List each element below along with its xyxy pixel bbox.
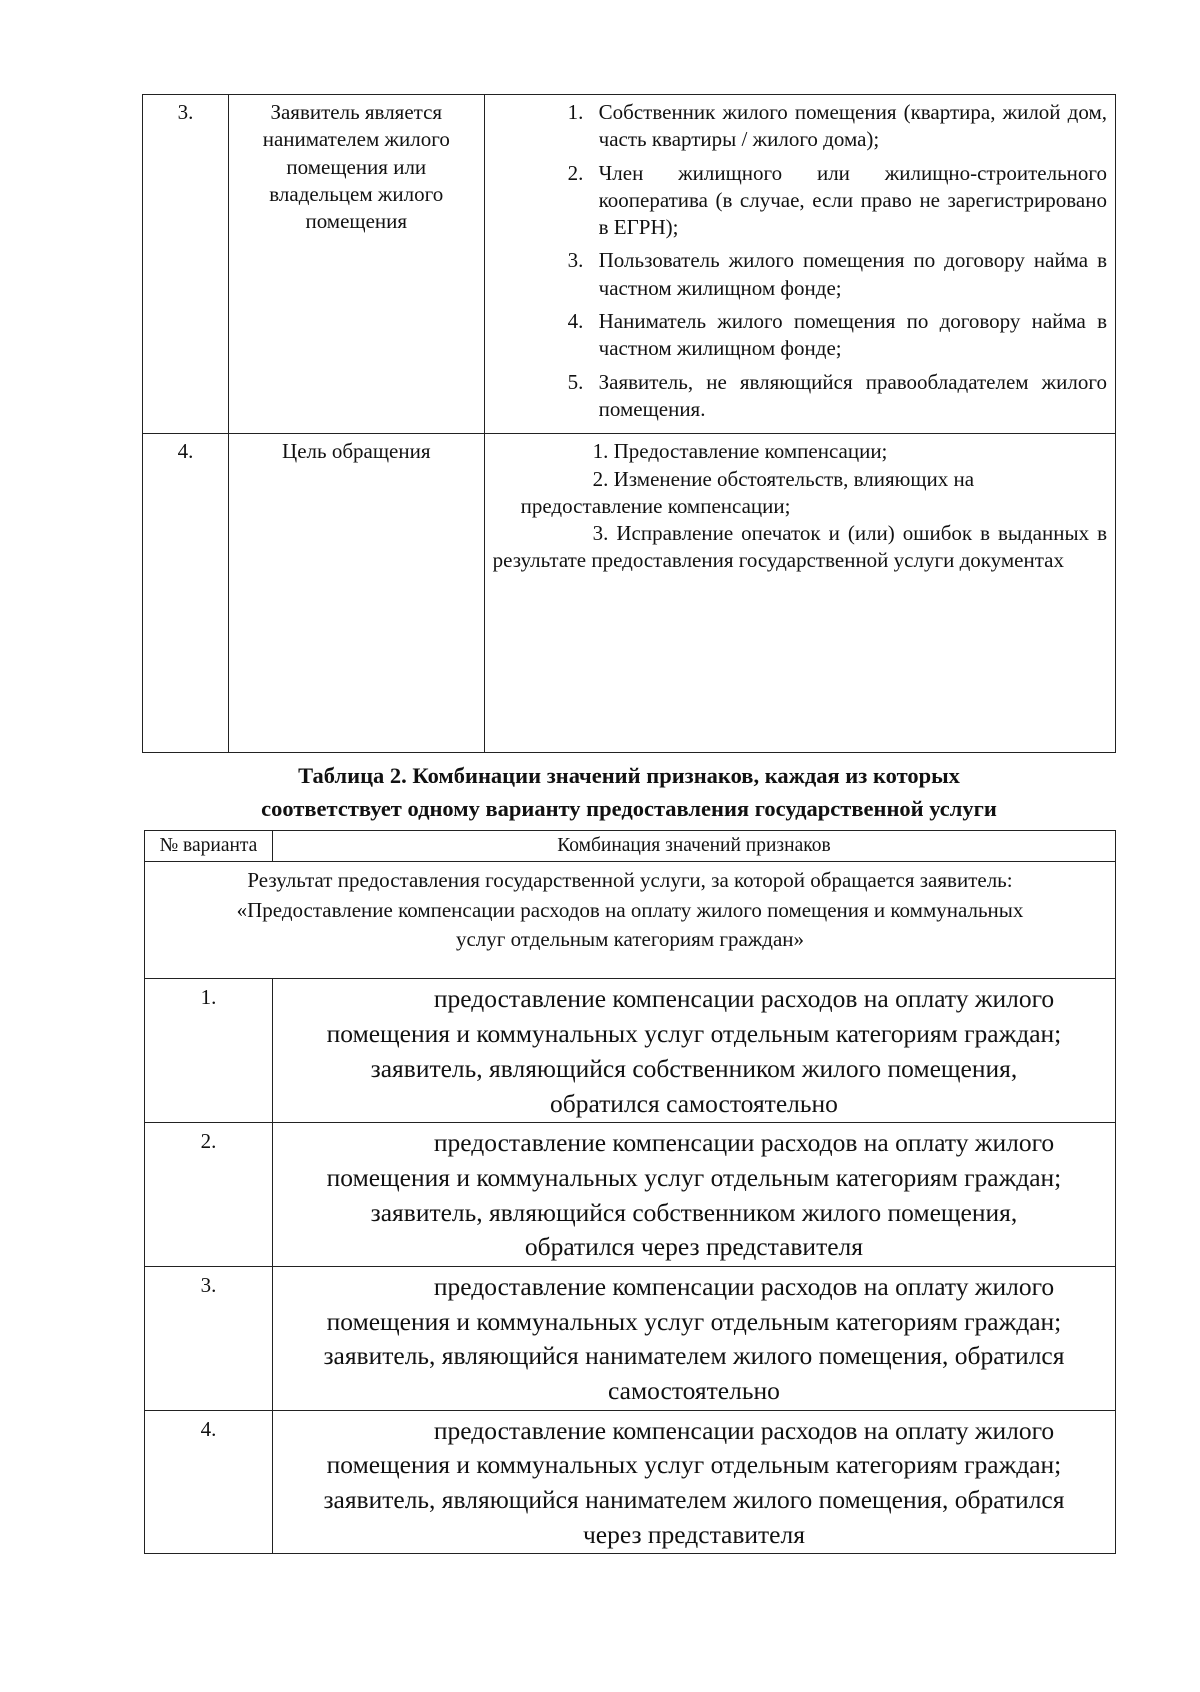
criterion-values <box>484 434 1115 753</box>
combination-line: обратился через представителя <box>524 1232 863 1262</box>
result-line: услуг отдельным категориям граждан» <box>455 927 805 952</box>
criterion-values <box>484 95 1115 434</box>
combination-line: предоставление компенсации расходов на оплату жилого <box>433 1271 1055 1301</box>
table-row <box>145 979 1116 1123</box>
row-number: 3. <box>143 95 229 434</box>
goal-item: 1. Предоставление компенсации; <box>592 439 888 464</box>
list-item: 1. Собственник жилого помещения (квартира, жилой дом, часть квартиры / жилого дома); <box>589 99 1107 154</box>
table-header-row <box>145 831 1116 862</box>
combination-line: самостоятельно <box>608 1375 780 1405</box>
combination-line: заявитель, являющийся собственником жилого помещения, <box>370 1197 1018 1227</box>
variants-table <box>144 830 1116 1554</box>
combination-line: помещения и коммунальных услуг отдельным категориям граждан; <box>326 1306 1062 1336</box>
variant-combination <box>272 1266 1115 1410</box>
options-list <box>493 99 1107 423</box>
caption-line: соответствует одному варианту предоставления государственной услуги <box>261 795 997 821</box>
result-line: Результат предоставления государственной услуги, за которой обращается заявитель: <box>247 868 1013 893</box>
combination-line: обратился самостоятельно <box>550 1088 838 1118</box>
goal-item: 3. Исправление опечаток и (или) ошибок в выданных в результате предоставления государственной услуги документах <box>492 521 1107 573</box>
result-line: «Предоставление компенсации расходов на оплату жилого помещения и коммунальных <box>236 897 1024 922</box>
table-row <box>143 95 1116 434</box>
variant-number: 2. <box>145 1123 273 1267</box>
variant-combination <box>272 979 1115 1123</box>
caption-line: Таблица 2. Комбинации значений признаков, каждая из которых <box>298 763 960 788</box>
variant-combination <box>272 1123 1115 1267</box>
list-item: 2. Член жилищного или жилищно-строительного кооператива (в случае, если право не зарегистрировано в ЕГРН); <box>589 160 1107 242</box>
combination-line: помещения и коммунальных услуг отдельным категориям граждан; <box>326 1019 1062 1049</box>
variant-number: 1. <box>145 979 273 1123</box>
variant-number: 3. <box>145 1266 273 1410</box>
combination-line: заявитель, являющийся собственником жилого помещения, <box>370 1053 1018 1083</box>
table-caption <box>142 760 1116 825</box>
variant-number: 4. <box>145 1410 273 1554</box>
table-row <box>145 1410 1116 1554</box>
table-row <box>145 1123 1116 1267</box>
criterion-name: Цель обращения <box>228 434 484 753</box>
list-item: 4. Наниматель жилого помещения по договору найма в частном жилищном фонде; <box>589 308 1107 363</box>
combination-line: через представителя <box>582 1519 805 1549</box>
combination-line: заявитель, являющийся нанимателем жилого помещения, обратился <box>323 1484 1065 1514</box>
variant-combination <box>272 1410 1115 1554</box>
row-number: 4. <box>143 434 229 753</box>
table-row <box>143 434 1116 753</box>
combination-line: помещения и коммунальных услуг отдельным категориям граждан; <box>326 1162 1062 1192</box>
header-combination: Комбинация значений признаков <box>272 831 1115 862</box>
combination-line: предоставление компенсации расходов на оплату жилого <box>433 1415 1055 1445</box>
criteria-table <box>142 94 1116 753</box>
result-row <box>145 862 1116 979</box>
combination-line: заявитель, являющийся нанимателем жилого помещения, обратился <box>323 1341 1065 1371</box>
goal-item: 2. Изменение обстоятельств, влияющих на <box>592 466 975 491</box>
goal-item-continuation: предоставление компенсации; <box>520 493 791 518</box>
combination-line: помещения и коммунальных услуг отдельным категориям граждан; <box>326 1450 1062 1480</box>
combination-line: предоставление компенсации расходов на оплату жилого <box>433 1128 1055 1158</box>
list-item: 5. Заявитель, не являющийся правообладателем жилого помещения. <box>589 369 1107 424</box>
service-result <box>145 862 1116 979</box>
combination-line: предоставление компенсации расходов на оплату жилого <box>433 984 1055 1014</box>
list-item: 3. Пользователь жилого помещения по договору найма в частном жилищном фонде; <box>589 247 1107 302</box>
header-variant-number: № варианта <box>145 831 273 862</box>
table-row <box>145 1266 1116 1410</box>
criterion-name: Заявитель является нанимателем жилого помещения или владельцем жилого помещения <box>228 95 484 434</box>
